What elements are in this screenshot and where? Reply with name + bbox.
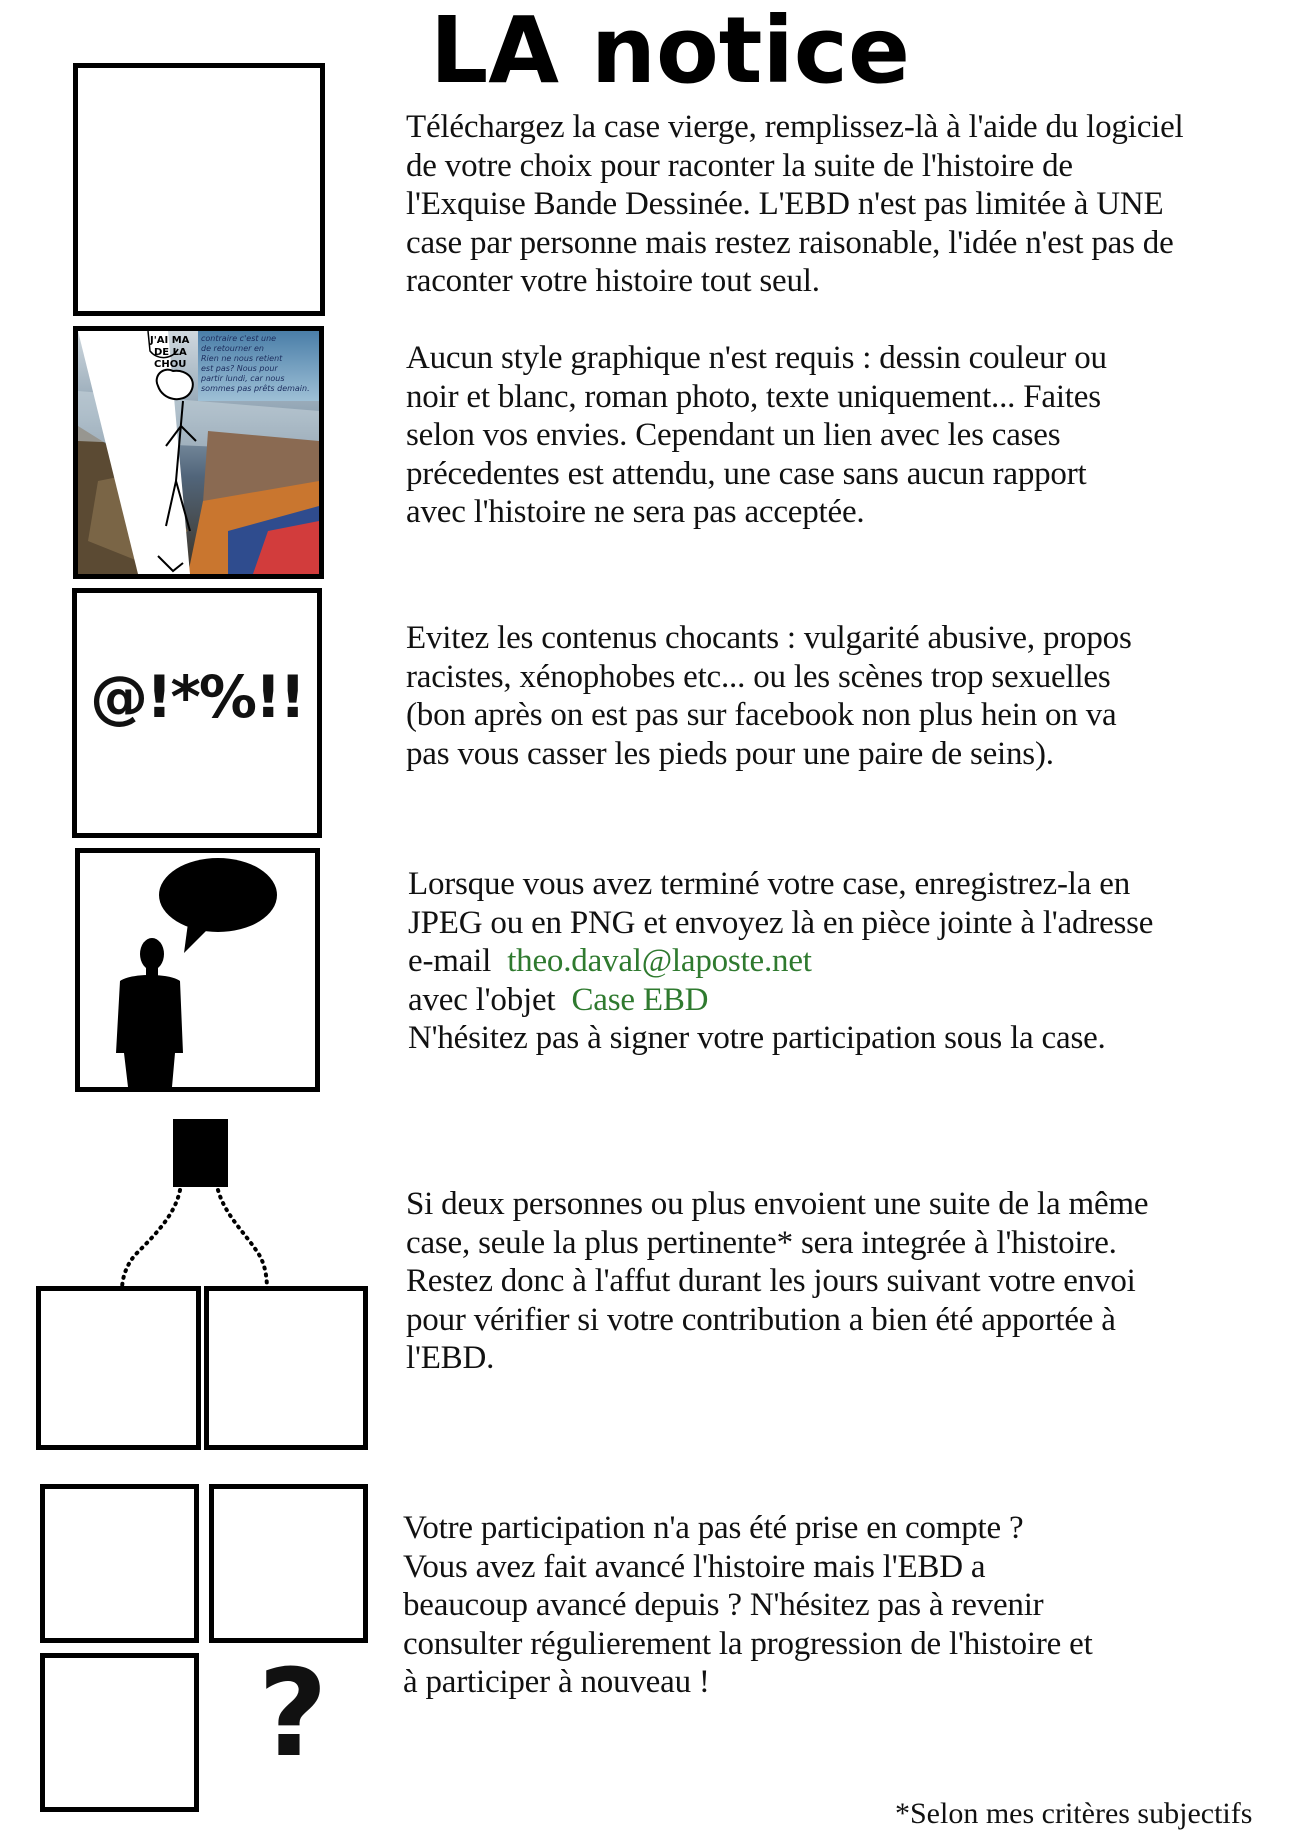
caption-line-2: de retourner en [201, 344, 264, 353]
paragraph-download [406, 108, 1184, 301]
caption-line-6: sommes pas prêts demain. [201, 384, 310, 393]
text-line: de votre choix pour raconter la suite de l'histoire de [406, 147, 1073, 184]
progress-panel-bottom-left [40, 1653, 199, 1812]
text-line: Si deux personnes ou plus envoient une suite de la même [406, 1186, 1149, 1222]
caption-line-1: contraire c'est une [201, 334, 277, 343]
small-black-square [173, 1119, 228, 1187]
text-line: case par personne mais restez raisonable, l'idée n'est pas de [406, 224, 1174, 261]
title-text: LA notice [430, 0, 910, 95]
bubble-line-1: J'AI MA [150, 335, 190, 346]
question-mark: ? [258, 1645, 328, 1784]
text-line: Lorsque vous avez terminé votre case, enregistrez-la en [408, 866, 1130, 902]
silhouette-panel [75, 848, 320, 1092]
caption-line-5: partir lundi, car nous [201, 374, 285, 383]
subject-text: Case EBD [571, 981, 709, 1018]
progress-panel-top-left [40, 1484, 199, 1643]
text-line: beaucoup avancé depuis ? N'hésitez pas à revenir [403, 1587, 1044, 1623]
bubble-line-2: DE LA [154, 347, 187, 358]
bubble-line-3: CHOU [154, 359, 187, 370]
text-line [408, 942, 1153, 981]
silhouette-speech-icon [80, 853, 315, 1087]
text-line: l'Exquise Bande Dessinée. L'EBD n'est pas limitée à UNE [406, 186, 1164, 222]
caption-line-4: est pas? Nous pour [201, 364, 278, 373]
progress-panel-top-right [209, 1484, 368, 1643]
comic-collage-panel [73, 326, 324, 579]
email-prefix: e-mail [408, 943, 492, 979]
text-line: selon vos envies. Cependant un lien avec les cases [406, 417, 1061, 453]
text-line: Votre participation n'a pas été prise en compte ? [403, 1510, 1024, 1546]
branch-dotted-lines [100, 1185, 300, 1295]
text-line: racistes, xénophobes etc... ou les scènes trop sexuelles [406, 658, 1111, 695]
email-link[interactable]: theo.daval@laposte.net [507, 943, 812, 979]
paragraph-content-rules [406, 619, 1132, 773]
text-line: à participer à nouveau ! [403, 1664, 710, 1700]
caption-line-3: Rien ne nous retient [201, 354, 283, 363]
collage-image [78, 331, 319, 574]
blank-panel [73, 63, 325, 316]
text-line: pour vérifier si votre contribution a bien été apportée à [406, 1301, 1116, 1338]
text-line: Vous avez fait avancé l'histoire mais l'EBD a [403, 1548, 986, 1585]
text-line: N'hésitez pas à signer votre participation sous la case. [408, 1020, 1106, 1056]
text-line: avec l'histoire ne sera pas acceptée. [406, 494, 865, 530]
text-line: consulter régulierement la progression de l'histoire et [403, 1625, 1093, 1662]
subject-prefix: avec l'objet [408, 981, 556, 1018]
paragraph-submit [408, 865, 1153, 1058]
text-line: JPEG ou en PNG et envoyez là en pièce jointe à l'adresse [408, 904, 1154, 941]
censored-symbols: @!*%!! [90, 663, 304, 731]
text-line: Téléchargez la case vierge, remplissez-là à l'aide du logiciel [406, 109, 1184, 145]
branch-panel-left [36, 1286, 201, 1450]
text-line: l'EBD. [406, 1340, 495, 1376]
footnote: *Selon mes critères subjectifs [895, 1797, 1253, 1830]
text-line: Evitez les contenus chocants : vulgarité abusive, propos [406, 620, 1132, 656]
text-line: pas vous casser les pieds pour une paire de seins). [406, 735, 1054, 772]
text-line: Restez donc à l'affut durant les jours suivant votre envoi [406, 1263, 1136, 1299]
text-line: Aucun style graphique n'est requis : dessin couleur ou [406, 340, 1107, 376]
paragraph-retry [403, 1509, 1093, 1702]
paragraph-style [406, 339, 1107, 532]
branch-panel-right [204, 1286, 368, 1450]
text-line: case, seule la plus pertinente* sera integrée à l'histoire. [406, 1224, 1117, 1261]
text-line: noir et blanc, roman photo, texte uniquement... Faites [406, 378, 1101, 415]
text-line: (bon après on est pas sur facebook non plus hein on va [406, 697, 1117, 733]
paragraph-selection [406, 1185, 1148, 1378]
text-line [408, 981, 1153, 1020]
text-line: raconter votre histoire tout seul. [406, 263, 820, 299]
handwritten-title [420, 0, 1020, 95]
text-line: précedentes est attendu, une case sans aucun rapport [406, 455, 1087, 492]
